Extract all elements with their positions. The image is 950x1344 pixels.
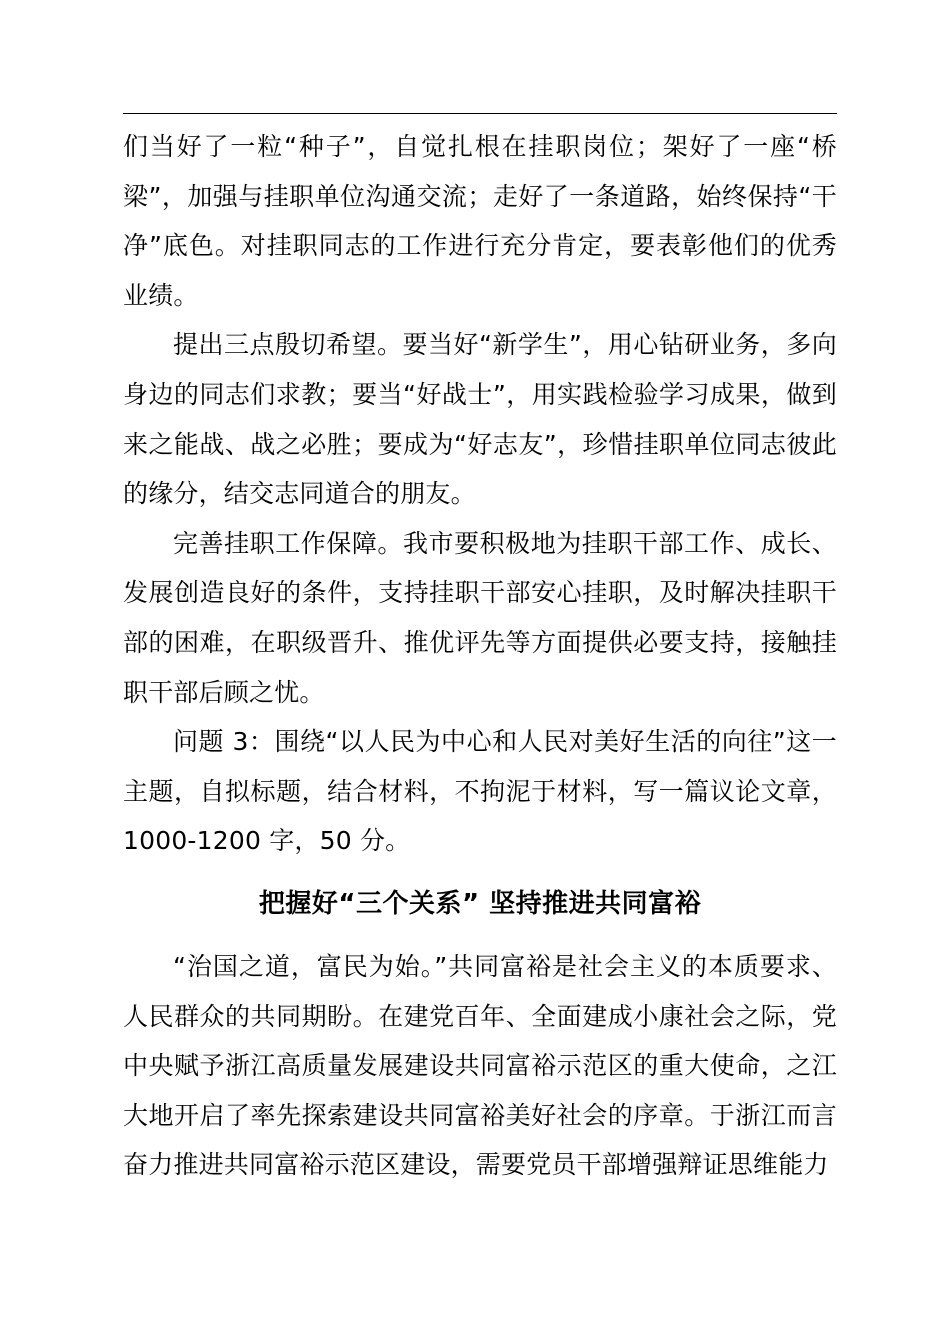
paragraph-hopes: 提出三点殷切希望。要当好“新学生”，用心钻研业务，多向身边的同志们求教；要当“好战士”，用实践检验学习成果，做到来之能战、战之必胜；要成为“好志友”，珍惜挂职单位同志彼此的缘分，结交志同道合的朋友。 (123, 330, 837, 509)
essay-title: 把握好“三个关系” 坚持推进共同富裕 (258, 888, 702, 919)
header-rule (123, 113, 837, 114)
paragraph-support: 完善挂职工作保障。我市要积极地为挂职干部工作、成长、发展创造良好的条件，支持挂职干部安心挂职，及时解决挂职干部的困难，在职级晋升、推优评先等方面提供必要支持，接触挂职干部后顾之忧。 (123, 528, 837, 707)
paragraph-question-3: 问题 3：围绕“以人民为中心和人民对美好生活的向往”这一主题，自拟标题，结合材料，不拘泥于材料，写一篇议论文章，1000-1200 字，50 分。 (123, 727, 837, 856)
document-body (123, 122, 837, 1190)
paragraph-essay-opening: “治国之道，富民为始。”共同富裕是社会主义的本质要求、人民群众的共同期盼。在建党百年、全面建成小康社会之际，党中央赋予浙江高质量发展建设共同富裕示范区的重大使命，之江大地开启了率先探索建设共同富裕美好社会的序章。于浙江而言奋力推进共同富裕示范区建设，需要党员干部增强辩证思维能力 (123, 951, 837, 1180)
paragraph-tribute: 们当好了一粒“种子”，自觉扎根在挂职岗位；架好了一座“桥梁”，加强与挂职单位沟通交流；走好了一条道路，始终保持“干净”底色。对挂职同志的工作进行充分肯定，要表彰他们的优秀业绩。 (123, 132, 837, 310)
